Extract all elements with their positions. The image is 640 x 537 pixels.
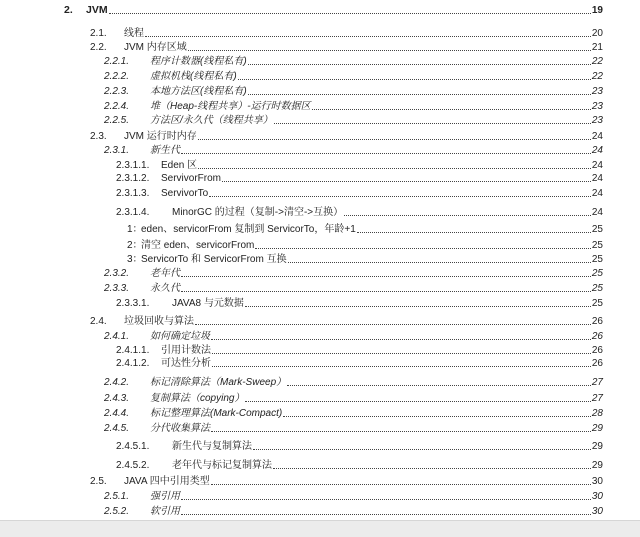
dot-leader <box>248 94 591 95</box>
toc-entry[interactable] <box>104 268 603 280</box>
toc-entry-number: 2.4.1. <box>104 331 130 342</box>
toc-entry-page-number[interactable]: 27 <box>591 393 603 404</box>
toc-entry-title[interactable]: eden、servicorFrom 复制到 ServicorTo，年龄+1 <box>141 224 356 235</box>
dot-leader <box>181 153 591 154</box>
toc-entry[interactable] <box>104 506 603 518</box>
toc-entry-title[interactable]: 程序计数器(线程私有) <box>150 56 247 67</box>
toc-entry-page-number[interactable]: 27 <box>591 377 603 388</box>
dot-leader <box>245 401 590 402</box>
dot-leader <box>181 276 591 277</box>
toc-entry-page-number[interactable]: 23 <box>591 115 603 126</box>
dot-leader <box>274 123 591 124</box>
toc-entry[interactable] <box>127 240 603 252</box>
toc-entry-title[interactable]: 强引用 <box>150 491 180 502</box>
toc-entry-page-number[interactable]: 26 <box>591 345 603 356</box>
dot-leader <box>211 484 591 485</box>
toc-entry-page-number[interactable]: 25 <box>591 224 603 235</box>
toc-entry[interactable] <box>116 188 603 200</box>
toc-entry-number: 2： <box>127 240 143 251</box>
toc-entry-title[interactable]: 老年代 <box>150 268 180 279</box>
toc-entry-title[interactable]: 虚拟机栈(线程私有) <box>150 71 237 82</box>
toc-entry-title[interactable]: MinorGC 的过程（复制->清空->互换） <box>172 207 344 218</box>
toc-entry-number: 2.3.1.4. <box>116 207 150 218</box>
toc-entry-page-number[interactable]: 23 <box>591 86 603 97</box>
toc-entry-page-number[interactable]: 26 <box>591 316 603 327</box>
dot-leader <box>238 79 591 80</box>
toc-entry-number: 2.3.3.1. <box>116 298 150 309</box>
toc-entry[interactable] <box>104 101 603 113</box>
toc-entry[interactable] <box>104 331 603 343</box>
toc-entry-page-number[interactable]: 30 <box>591 476 603 487</box>
toc-entry-title[interactable]: JVM 内存区域 <box>124 42 187 53</box>
toc-entry-number: 3： <box>127 254 143 265</box>
toc-entry-title[interactable]: ServivorFrom <box>161 173 222 184</box>
toc-entry-page-number[interactable]: 26 <box>591 358 603 369</box>
toc-entry[interactable] <box>90 316 603 328</box>
toc-entry-page-number[interactable]: 30 <box>591 506 603 517</box>
dot-leader <box>212 366 591 367</box>
dot-leader <box>283 416 591 417</box>
dot-leader <box>195 324 591 325</box>
toc-entry[interactable] <box>127 254 603 266</box>
dot-leader <box>357 232 591 233</box>
toc-entry-title[interactable]: 新生代与复制算法 <box>172 441 252 452</box>
dot-leader <box>312 109 591 110</box>
toc-entry[interactable] <box>90 476 603 488</box>
toc-entry-title[interactable]: 可达性分析 <box>161 358 211 369</box>
toc-entry-title[interactable]: 方法区/永久代（线程共享） <box>150 115 273 126</box>
toc-entry-number: 2.4.5.1. <box>116 441 150 452</box>
dot-leader <box>344 215 591 216</box>
toc-entry-number: 2.3.1.2. <box>116 173 150 184</box>
toc-entry-page-number[interactable]: 20 <box>591 28 603 39</box>
toc-entry-page-number[interactable]: 19 <box>591 5 603 16</box>
toc-entry-title[interactable]: 如何确定垃圾 <box>150 331 210 342</box>
toc-entry[interactable] <box>116 160 603 172</box>
toc-entry-page-number[interactable]: 24 <box>591 207 603 218</box>
toc-entry-title[interactable]: 本地方法区(线程私有) <box>150 86 247 97</box>
toc-entry-title[interactable]: JAVA 四中引用类型 <box>124 476 210 487</box>
dot-leader <box>248 64 591 65</box>
toc-entry-page-number[interactable]: 24 <box>591 131 603 142</box>
toc-entry-title[interactable]: 老年代与标记复制算法 <box>172 460 272 471</box>
dot-leader <box>212 353 591 354</box>
toc-entry-number: 2.5. <box>90 476 107 487</box>
toc-entry-number: 2.4.4. <box>104 408 130 419</box>
dot-leader <box>211 339 591 340</box>
toc-entry[interactable] <box>104 393 603 405</box>
toc-entry[interactable] <box>116 207 603 219</box>
toc-entry-number: 2.2.2. <box>104 71 130 82</box>
toc-entry-title[interactable]: ServivorTo <box>161 188 209 199</box>
toc-entry-number: 2.3.3. <box>104 283 130 294</box>
dot-leader <box>222 181 591 182</box>
toc-entry[interactable] <box>90 42 603 54</box>
toc-entry[interactable] <box>104 423 603 435</box>
toc-entry-number: 1： <box>127 224 143 235</box>
toc-entry-number: 2.4.1.1. <box>116 345 150 356</box>
toc-entry-number: 2.5.1. <box>104 491 130 502</box>
toc-entry[interactable] <box>104 145 603 157</box>
toc-entry-number: 2.4.5. <box>104 423 130 434</box>
toc-entry-number: 2.3.2. <box>104 268 130 279</box>
toc-entry-title[interactable]: 堆（Heap-线程共享）-运行时数据区 <box>150 101 311 112</box>
toc-entry-title[interactable]: JVM 运行时内存 <box>124 131 197 142</box>
toc-entry[interactable] <box>116 358 603 370</box>
toc-entry[interactable] <box>116 345 603 357</box>
toc-entry-title[interactable]: JVM <box>86 4 108 16</box>
toc-entry-number: 2.3.1.3. <box>116 188 150 199</box>
toc-entry[interactable] <box>90 131 603 143</box>
dot-leader <box>245 306 591 307</box>
toc-entry-page-number[interactable]: 29 <box>591 460 603 471</box>
dot-leader <box>181 291 591 292</box>
toc-entry[interactable] <box>104 56 603 68</box>
toc-entry-page-number[interactable]: 25 <box>591 240 603 251</box>
toc-entry-title[interactable]: 清空 eden、servicorFrom <box>141 240 255 251</box>
toc-entry-page-number[interactable]: 28 <box>591 408 603 419</box>
dot-leader <box>209 196 591 197</box>
toc-entry-page-number[interactable]: 25 <box>591 283 603 294</box>
page-bottom-edge <box>0 520 640 537</box>
toc-entry-title[interactable]: 复制算法（copying） <box>150 393 245 404</box>
toc-entry[interactable] <box>116 173 603 185</box>
toc-entry-page-number[interactable]: 25 <box>591 254 603 265</box>
toc-entry[interactable] <box>116 298 603 310</box>
toc-entry-number: 2.4.1.2. <box>116 358 150 369</box>
dot-leader <box>145 36 591 37</box>
toc-entry-page-number[interactable]: 29 <box>591 423 603 434</box>
toc-entry-title[interactable]: 标记整理算法(Mark-Compact) <box>150 408 283 419</box>
toc-entry[interactable] <box>116 441 603 453</box>
toc-entry-page-number[interactable]: 25 <box>591 298 603 309</box>
toc-entry-number: 2.4. <box>90 316 107 327</box>
dot-leader <box>181 514 591 515</box>
toc-entry[interactable] <box>64 4 603 17</box>
toc-entry-number: 2.2.5. <box>104 115 130 126</box>
dot-leader <box>181 499 591 500</box>
toc-entry-title[interactable]: 新生代 <box>150 145 180 156</box>
toc-entry-number: 2.2.4. <box>104 101 130 112</box>
dot-leader <box>211 431 591 432</box>
dot-leader <box>198 139 591 140</box>
toc-entry-title[interactable]: JAVA8 与元数据 <box>172 298 244 309</box>
dot-leader <box>188 50 591 51</box>
toc-entry-page-number[interactable]: 25 <box>591 268 603 279</box>
toc-entry-number: 2.1. <box>90 28 107 39</box>
toc-entry[interactable] <box>104 283 603 295</box>
toc-entry[interactable] <box>104 115 603 127</box>
toc-entry-page-number[interactable]: 24 <box>591 160 603 171</box>
toc-entry-number: 2.2.3. <box>104 86 130 97</box>
toc-entry-number: 2.3. <box>90 131 107 142</box>
toc-entry-title[interactable]: 垃圾回收与算法 <box>124 316 194 327</box>
toc-entry-number: 2. <box>64 4 73 16</box>
toc-entry[interactable] <box>104 408 603 420</box>
toc-entry[interactable] <box>104 86 603 98</box>
toc-entry[interactable] <box>104 377 603 389</box>
toc-entry-number: 2.3.1. <box>104 145 130 156</box>
dot-leader <box>273 468 591 469</box>
dot-leader <box>287 385 591 386</box>
toc-entry[interactable] <box>104 491 603 503</box>
dot-leader <box>198 168 591 169</box>
toc-entry-title[interactable]: 永久代 <box>150 283 180 294</box>
toc-entry-page-number[interactable]: 22 <box>591 71 603 82</box>
toc-entry-page-number[interactable]: 24 <box>591 145 603 156</box>
toc-entry-title[interactable]: Eden 区 <box>161 160 198 171</box>
toc-entry-number: 2.3.1.1. <box>116 160 150 171</box>
toc-entry-page-number[interactable]: 21 <box>591 42 603 53</box>
toc-entry-title[interactable]: 线程 <box>124 28 144 39</box>
toc-entry-title[interactable]: 软引用 <box>150 506 180 517</box>
dot-leader <box>255 248 591 249</box>
toc-entry-title[interactable]: 标记清除算法（Mark-Sweep） <box>150 377 287 388</box>
dot-leader <box>288 262 591 263</box>
toc-entry-number: 2.2.1. <box>104 56 130 67</box>
toc-entry[interactable] <box>116 460 603 472</box>
toc-entry-page-number[interactable]: 23 <box>591 101 603 112</box>
toc-entry-number: 2.2. <box>90 42 107 53</box>
toc-entry-number: 2.4.5.2. <box>116 460 150 471</box>
toc-entry-page-number[interactable]: 22 <box>591 56 603 67</box>
toc-entry[interactable] <box>104 71 603 83</box>
toc-entry-page-number[interactable]: 24 <box>591 173 603 184</box>
toc-entry-title[interactable]: ServicorTo 和 ServicorFrom 互换 <box>141 254 287 265</box>
dot-leader <box>253 449 591 450</box>
toc-entry-page-number[interactable]: 29 <box>591 441 603 452</box>
toc-entry-title[interactable]: 引用计数法 <box>161 345 211 356</box>
toc-entry-page-number[interactable]: 26 <box>591 331 603 342</box>
toc-entry[interactable] <box>90 28 603 40</box>
toc-entry-page-number[interactable]: 24 <box>591 188 603 199</box>
toc-entry-number: 2.4.2. <box>104 377 130 388</box>
toc-entry-number: 2.4.3. <box>104 393 130 404</box>
toc-entry-number: 2.5.2. <box>104 506 130 517</box>
toc-entry-page-number[interactable]: 30 <box>591 491 603 502</box>
dot-leader <box>109 13 591 14</box>
toc-entry[interactable] <box>127 224 603 236</box>
toc-entry-title[interactable]: 分代收集算法 <box>150 423 210 434</box>
